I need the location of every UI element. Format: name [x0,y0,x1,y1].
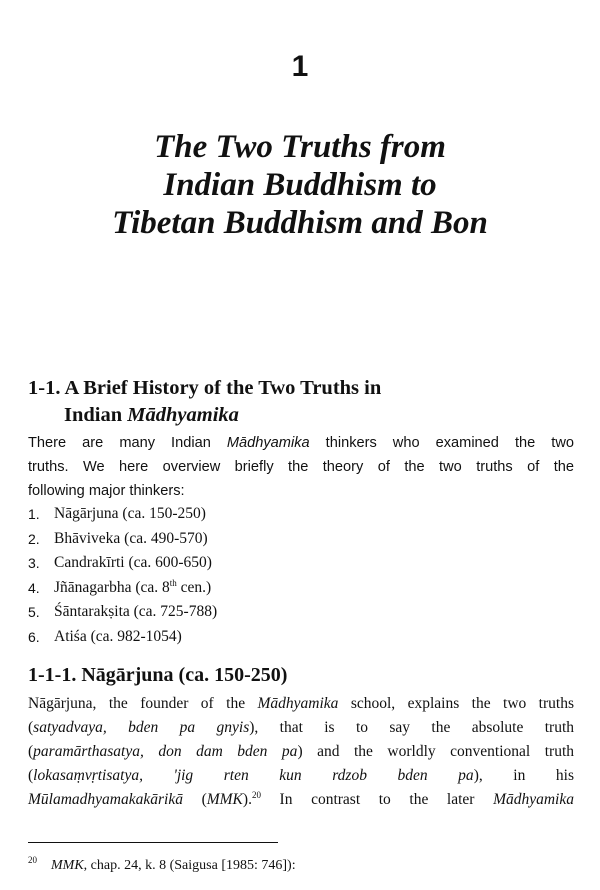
text: ) and the worldly conventional truth [297,743,575,760]
italic-term: satyadvaya, bden pa gnyis [33,719,250,736]
chapter-number: 1 [291,50,309,83]
list-number: 4. [28,579,40,596]
thinkers-list [28,502,217,649]
italic-term: MMK [206,791,243,808]
list-item [28,600,217,625]
text: ( [28,743,34,760]
intro-line [28,431,574,455]
list-text [54,576,211,601]
italic-term: lokasaṃvṛtisatya, 'jig rten kun rdzob bden pa [33,767,474,784]
list-item [28,551,217,576]
list-item [28,527,217,552]
list-item [28,576,217,601]
chapter-title-line: Indian Buddhism to [163,167,437,203]
text: ), that is to say the absolute truth [249,719,575,736]
body-line [28,764,574,788]
chapter-title-line: The Two Truths from [154,129,446,165]
body-line [28,740,574,764]
italic-term: MMK [51,858,84,873]
body-line [28,788,574,812]
text: Jñānagarbha (ca. 8 [54,578,170,596]
intro-line: truths. We here overview briefly the theory of the two truths of the [28,459,574,475]
list-number: 2. [28,530,40,547]
text: ( [28,767,34,784]
list-number: 3. [28,555,40,571]
body-paragraph [28,692,574,812]
section-heading-text: Indian [64,404,128,426]
text: In contrast to the later [260,791,494,808]
italic-term: Mādhyamika [226,435,310,451]
italic-term: Mūlamadhyamakakārikā [28,791,183,808]
intro-paragraph [28,431,574,503]
superscript: th [169,577,177,588]
footnote-number: 20 [28,855,37,866]
text: ( [182,791,207,808]
section-heading-line [28,402,381,429]
text: ), in his [473,767,574,784]
body-line [28,692,574,716]
text: ( [28,719,34,736]
text: ). [242,791,252,808]
footnote-divider [28,842,278,843]
italic-term: paramārthasatya, don dam bden pa [33,743,298,760]
text: , chap. 24, k. 8 (Saigusa [1985: 746]): [83,858,296,873]
list-text: Śāntarakṣita (ca. 725-788) [54,603,218,620]
text: Nāgārjuna, the founder of the [28,695,258,712]
chapter-title-line: Tibetan Buddhism and Bon [112,205,488,241]
list-number: 6. [28,628,40,645]
text: There are many Indian [28,435,227,451]
text: thinkers who examined the two [309,435,575,451]
footnote-marker: 20 [251,789,261,800]
subsection-heading: 1-1-1. Nāgārjuna (ca. 150-250) [28,664,288,686]
section-heading [28,375,381,429]
intro-line: following major thinkers: [28,483,185,499]
chapter-title [0,128,600,242]
footnote [28,855,296,874]
list-number: 1. [28,506,40,522]
list-text: Nāgārjuna (ca. 150-250) [54,505,206,522]
italic-term: Mādhyamika [257,695,339,712]
list-text: Candrakīrti (ca. 600-650) [54,554,212,571]
text: school, explains the two truths [338,695,574,712]
section-heading-line: 1-1. A Brief History of the Two Truths in [28,377,382,399]
list-text: Atiśa (ca. 982-1054) [54,627,182,645]
section-heading-italic: Mādhyamika [127,404,239,426]
list-item [28,502,217,527]
list-text: Bhāviveka (ca. 490-570) [54,529,208,547]
list-item [28,625,217,650]
italic-term: Mādhyamika [493,791,574,808]
list-number: 5. [28,604,40,620]
body-line [28,716,574,740]
text: cen.) [176,578,212,596]
